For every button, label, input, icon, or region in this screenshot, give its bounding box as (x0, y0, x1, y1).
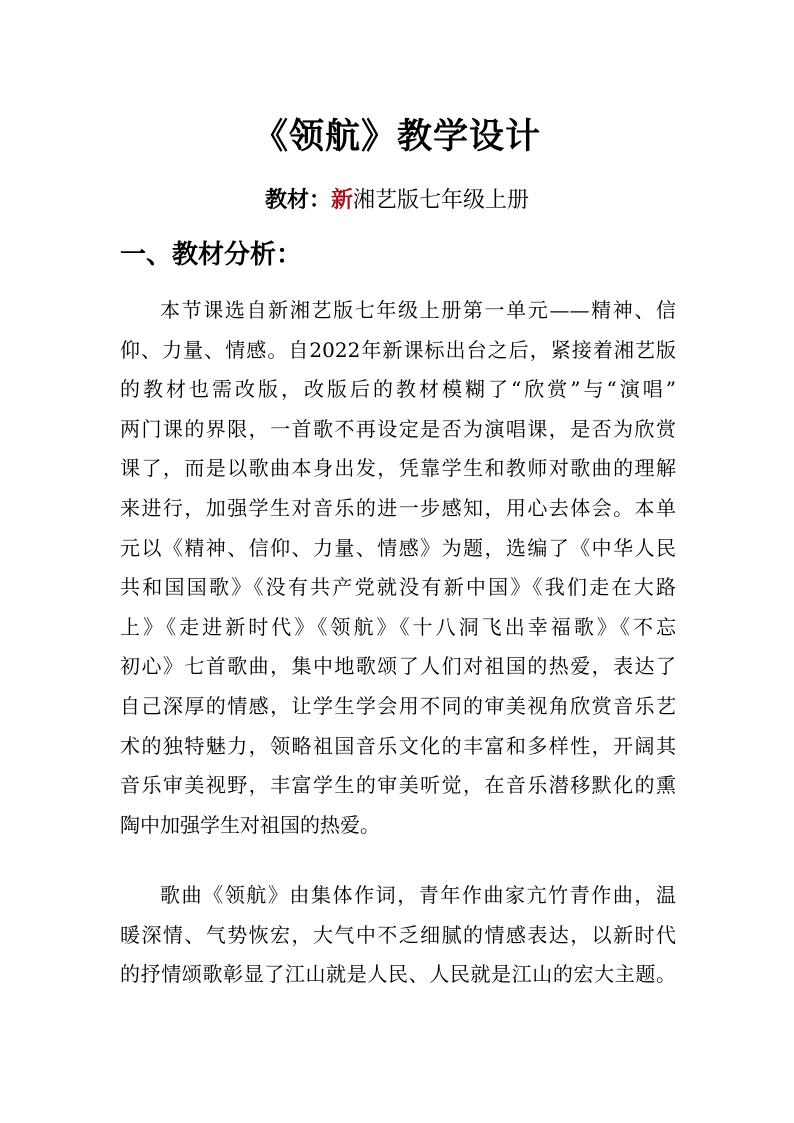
paragraph-line: 自己深厚的情感，让学生学会用不同的审美视角欣赏音乐艺 (120, 693, 676, 718)
paragraph-line: 仰、力量、情感。自2022年新课标出台之后，紧接着湘艺版 (120, 337, 676, 362)
paragraph-line: 暖深情、气势恢宏，大气中不乏细腻的情感表达，以新时代 (120, 922, 676, 947)
paragraph-line: 共和国国歌》《没有共产党就没有新中国》《我们走在大路 (120, 575, 676, 600)
textbook-label: 教材： (264, 187, 331, 213)
paragraph-line: 上》《走进新时代》《领航》《十八洞飞出幸福歌》《不忘 (120, 614, 676, 639)
paragraph-line: 歌曲《领航》由集体作词，青年作曲家亢竹青作曲，温 (160, 883, 676, 907)
section-heading-textbook-analysis: 一、教材分析： (120, 240, 303, 270)
paragraph-song-intro (120, 876, 676, 995)
document-title: 《领航》教学设计 (252, 116, 541, 157)
paragraph-line: 的教材也需改版，改版后的教材模糊了“欣赏”与“演唱” (120, 377, 676, 402)
paragraph-line: 术的独特魅力，领略祖国音乐文化的丰富和多样性，开阔其 (120, 733, 676, 758)
textbook-marked-char: 新 (330, 187, 353, 213)
paragraph-line: 本节课选自新湘艺版七年级上册第一单元——精神、信 (160, 298, 676, 322)
paragraph-line: 元以《精神、信仰、力量、情感》为题，选编了《中华人民 (120, 535, 676, 560)
textbook-name: 湘艺版七年级上册 (353, 188, 530, 213)
paragraph-line: 来进行，加强学生对音乐的进一步感知，用心去体会。本单 (120, 495, 676, 520)
paragraph-unit-overview (120, 291, 676, 845)
paragraph-line: 音乐审美视野，丰富学生的审美听觉，在音乐潜移默化的熏 (120, 773, 676, 798)
paragraph-line: 课了，而是以歌曲本身出发，凭靠学生和教师对歌曲的理解 (120, 456, 676, 481)
paragraph-line: 的抒情颂歌彰显了江山就是人民、人民就是江山的宏大主题。 (120, 962, 676, 987)
paragraph-line: 两门课的界限，一首歌不再设定是否为演唱课，是否为欣赏 (120, 416, 676, 441)
textbook-info (0, 183, 794, 218)
paragraph-line: 陶中加强学生对祖国的热爱。 (120, 812, 380, 837)
paragraph-line: 初心》七首歌曲，集中地歌颂了人们对祖国的热爱，表达了 (120, 654, 676, 679)
